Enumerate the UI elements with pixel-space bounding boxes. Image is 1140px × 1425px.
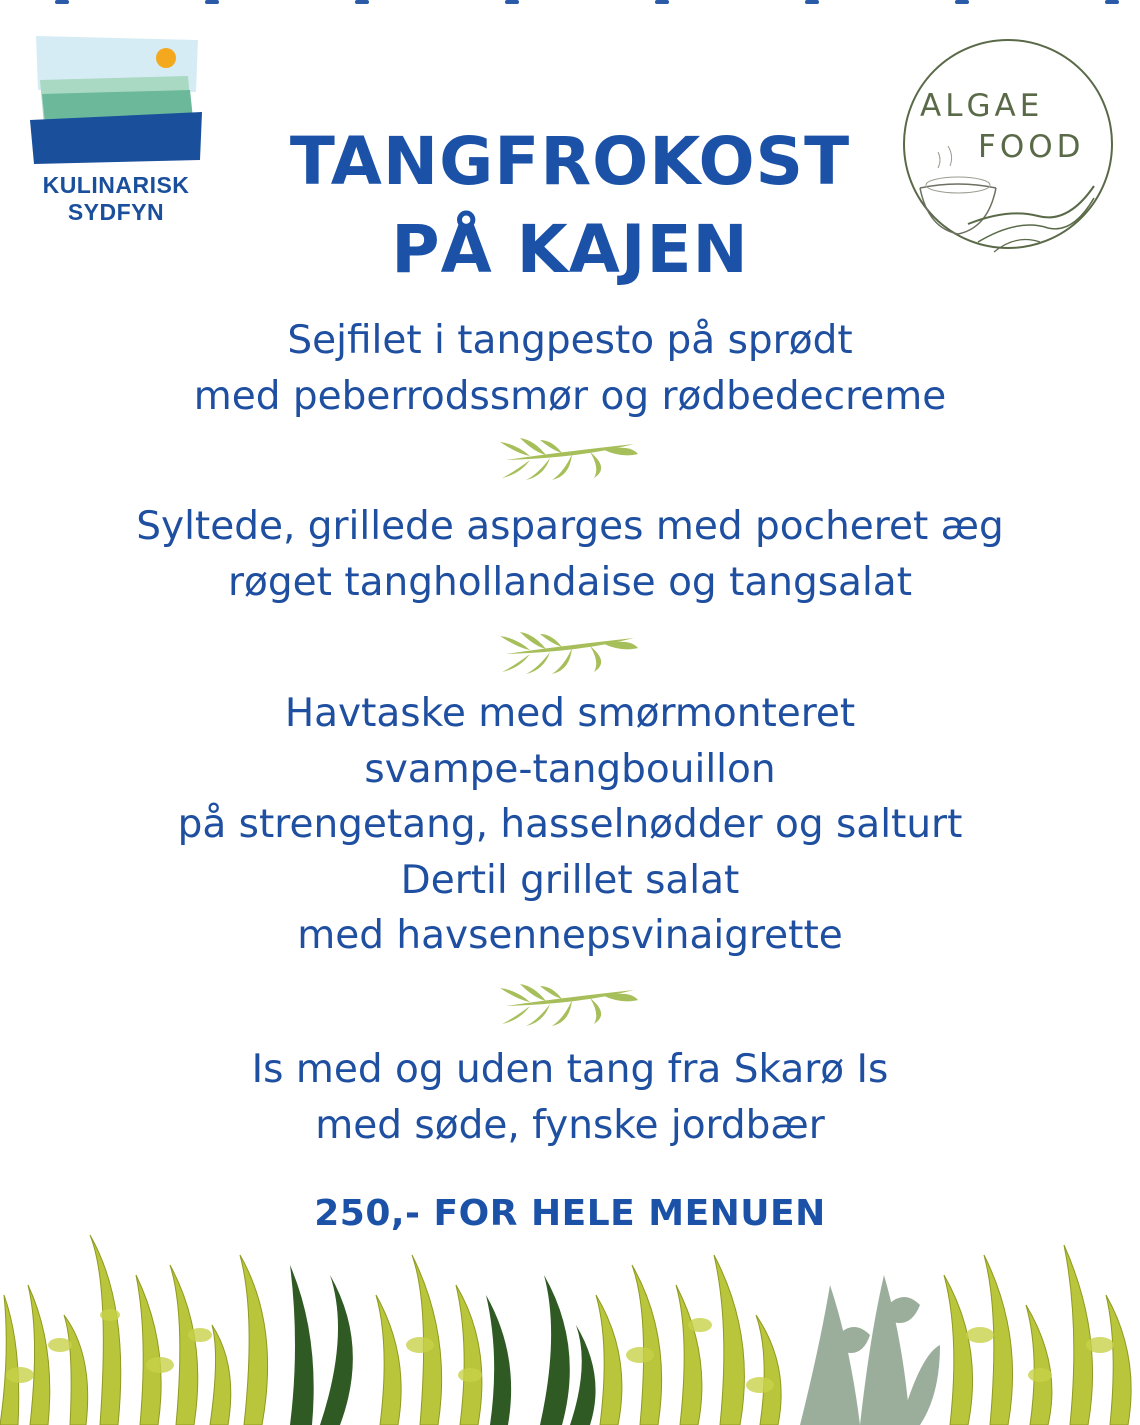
seaweed-divider-icon <box>500 438 640 482</box>
course-3-line-2: svampe-tangbouillon <box>364 746 776 792</box>
course-3-line-4: Dertil grillet salat <box>400 857 740 903</box>
logo-left-line1: KULINARISK <box>42 172 190 198</box>
menu-course-1 <box>0 313 1140 424</box>
top-border-decoration <box>0 0 1140 10</box>
menu-price: 250,- FOR HELE MENUEN <box>314 1193 826 1234</box>
landscape-logo-icon <box>26 32 206 172</box>
kulinarisk-sydfyn-wordmark <box>26 172 206 226</box>
title-line2: PÅ KAJEN <box>391 211 749 288</box>
course-1-line-1: Sejfilet i tangpesto på sprødt <box>287 318 853 363</box>
seaweed-divider-icon <box>500 984 640 1028</box>
menu-course-4 <box>0 1042 1140 1153</box>
course-2-line-2: røget tanghollandaise og tangsalat <box>228 559 912 605</box>
course-3-line-3: på strengetang, hasselnødder og salturt <box>177 802 963 847</box>
algae-food-line1: ALGAE <box>920 88 1044 124</box>
course-4-line-1: Is med og uden tang fra Skarø Is <box>251 1047 889 1092</box>
seaweed-divider-icon <box>500 632 640 676</box>
menu-course-3 <box>0 686 1140 964</box>
title-line1: TANGFROKOST <box>289 123 851 200</box>
course-1-line-2: med peberrodssmør og rødbedecreme <box>193 373 947 419</box>
course-2-line-1: Syltede, grillede asparges med pocheret æg <box>136 504 1004 549</box>
algae-food-line2: FOOD <box>978 129 1085 165</box>
logo-left-line2: SYDFYN <box>67 199 165 225</box>
page-title <box>200 118 940 294</box>
course-3-line-1: Havtaske med smørmonteret <box>284 691 856 736</box>
course-3-line-5: med havsennepsvinaigrette <box>297 913 843 958</box>
menu-course-2 <box>0 499 1140 610</box>
kulinarisk-sydfyn-logo <box>26 32 206 232</box>
seaweed-border-illustration <box>0 1225 1140 1425</box>
course-4-line-2: med søde, fynske jordbær <box>315 1102 825 1148</box>
